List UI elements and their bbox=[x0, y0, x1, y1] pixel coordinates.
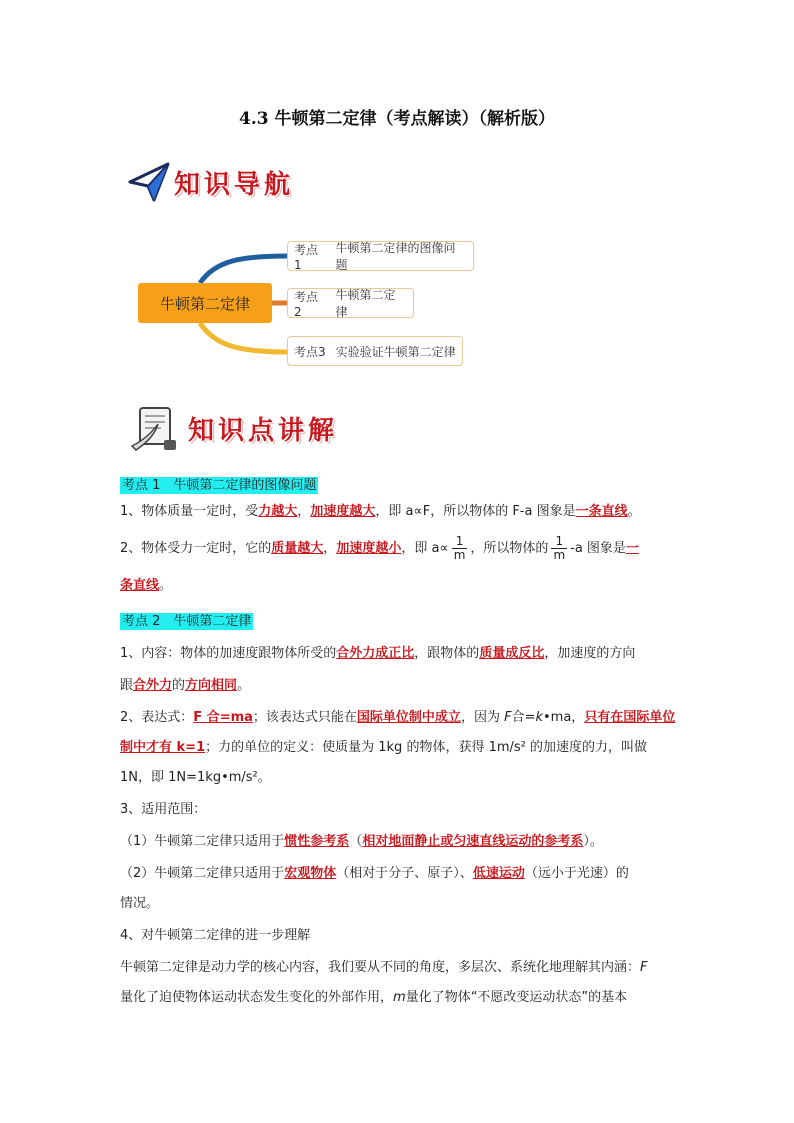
k1-paragraph-2-cont bbox=[120, 576, 172, 596]
text: F bbox=[504, 710, 512, 725]
text: 牛顿第二定律是动力学的核心内容，我们要从不同的角度，多层次、系统化地理解其内涵： bbox=[120, 960, 641, 975]
fraction-denominator: m bbox=[553, 548, 566, 562]
text: 3、适用范围： bbox=[120, 802, 207, 817]
key-term: 方向相同 bbox=[185, 678, 238, 693]
key-term: 质量成反比 bbox=[479, 646, 545, 661]
node-number: 考点1 bbox=[294, 242, 319, 272]
banner-title: 知识导航 bbox=[174, 170, 295, 200]
key-term: 相对地面静止或匀速直线运动的参考系 bbox=[362, 834, 584, 849]
text: 跟 bbox=[120, 678, 134, 693]
text: 。 bbox=[159, 578, 173, 593]
text: （1）牛顿第二定律只适用于 bbox=[120, 834, 285, 849]
node-number: 考点3 bbox=[294, 344, 326, 359]
key-term: 低速运动 bbox=[472, 866, 525, 881]
text: 量化了迫使物体运动状态发生变化的外部作用， bbox=[120, 990, 394, 1005]
fraction-numerator: 1 bbox=[551, 535, 567, 549]
mindmap-node-1 bbox=[287, 241, 474, 271]
text: ；该表达式只能在 bbox=[252, 710, 357, 725]
mindmap-node-3 bbox=[287, 336, 463, 366]
text: F bbox=[640, 960, 648, 975]
page-title: 4.3 牛顿第二定律（考点解读）（解析版） bbox=[239, 109, 555, 129]
key-term: 力越大 bbox=[258, 504, 298, 519]
text: 的 bbox=[172, 678, 186, 693]
key-term: 只有在国际单位 bbox=[584, 710, 676, 725]
text: ，跟物体的 bbox=[414, 646, 480, 661]
node-label: 牛顿第二定律 bbox=[335, 288, 396, 319]
k2-paragraph-4a bbox=[120, 958, 648, 978]
k2-paragraph-3b bbox=[120, 864, 629, 884]
text: 2、表达式： bbox=[120, 710, 194, 725]
section-heading-k2 bbox=[120, 612, 253, 632]
section-heading-k1 bbox=[120, 476, 318, 496]
text: 2、物体受力一定时，它的 bbox=[120, 541, 272, 556]
key-term: 一条直线 bbox=[575, 504, 628, 519]
scroll-quill-icon bbox=[128, 402, 180, 454]
text: 4、对牛顿第二定律的进一步理解 bbox=[120, 928, 311, 943]
text: •ma， bbox=[543, 710, 585, 725]
text: k bbox=[535, 710, 543, 725]
text: m bbox=[393, 990, 406, 1005]
text: ，所以物体的 bbox=[470, 541, 549, 556]
key-term: 加速度越小 bbox=[336, 541, 402, 556]
node-label: 牛顿第二定律的图像问题 bbox=[335, 241, 456, 272]
key-term: 质量越大 bbox=[271, 541, 324, 556]
knowledge-nav-banner bbox=[128, 160, 308, 204]
text: 量化了物体“不愿改变运动状态”的基本 bbox=[405, 990, 628, 1005]
key-term: 宏观物体 bbox=[284, 866, 337, 881]
text: 情况。 bbox=[120, 896, 160, 911]
text: 1、物体质量一定时，受 bbox=[120, 504, 259, 519]
k2-paragraph-2-cont bbox=[120, 738, 647, 758]
heading-highlight: 考点 2 牛顿第二定律 bbox=[122, 614, 252, 629]
text: ，即 a∝ bbox=[401, 541, 449, 556]
key-term: 一 bbox=[625, 541, 639, 556]
text: （ bbox=[349, 834, 363, 849]
branch-line-3 bbox=[200, 323, 287, 352]
text: ，加速度的方向 bbox=[544, 646, 636, 661]
text: 。 bbox=[627, 504, 641, 519]
fraction-1-over-m bbox=[452, 535, 468, 562]
k2-paragraph-2-cont2 bbox=[120, 768, 271, 788]
k2-paragraph-3c bbox=[120, 894, 159, 914]
text: （远小于光速）的 bbox=[524, 866, 629, 881]
paper-plane-icon bbox=[128, 162, 170, 202]
text: （相对于分子、原子）、 bbox=[336, 866, 473, 881]
k1-paragraph-1 bbox=[120, 502, 641, 522]
fraction-denominator: m bbox=[453, 548, 466, 562]
text: ）。 bbox=[583, 834, 603, 849]
node-number: 考点2 bbox=[294, 289, 319, 319]
mindmap-root: 牛顿第二定律 bbox=[138, 283, 272, 323]
text: 。 bbox=[237, 678, 251, 693]
k2-paragraph-4 bbox=[120, 926, 310, 946]
key-term: F 合=ma bbox=[193, 710, 253, 725]
node-label: 实验验证牛顿第二定律 bbox=[335, 344, 456, 359]
key-term: 加速度越大 bbox=[310, 504, 376, 519]
fraction-1-over-m bbox=[551, 535, 567, 562]
text: 1N，即 1N=1kg•m/s²。 bbox=[120, 770, 271, 785]
banner-title: 知识点讲解 bbox=[188, 416, 339, 446]
text: ，即 a∝F，所以物体的 F-a 图象是 bbox=[375, 504, 576, 519]
heading-highlight: 考点 1 牛顿第二定律的图像问题 bbox=[122, 478, 317, 493]
key-term: 合外力 bbox=[133, 678, 173, 693]
key-term: 惯性参考系 bbox=[284, 834, 350, 849]
branch-line-1 bbox=[200, 256, 287, 283]
key-term: 合外力成正比 bbox=[336, 646, 415, 661]
text: ， bbox=[297, 504, 311, 519]
text: ；力的单位的定义：使质量为 1kg 的物体，获得 1m/s² 的加速度的力，叫做 bbox=[205, 740, 648, 755]
key-term: 制中才有 k=1 bbox=[120, 740, 206, 755]
k2-paragraph-3 bbox=[120, 800, 206, 820]
text: 合= bbox=[511, 710, 536, 725]
text: 1、内容：物体的加速度跟物体所受的 bbox=[120, 646, 337, 661]
mindmap-node-2 bbox=[287, 288, 414, 318]
text: ， bbox=[323, 541, 337, 556]
text: -a 图象是 bbox=[570, 541, 626, 556]
key-term: 条直线 bbox=[120, 578, 160, 593]
text: ，因为 bbox=[460, 710, 505, 725]
key-term: 国际单位制中成立 bbox=[356, 710, 461, 725]
k2-paragraph-3a bbox=[120, 832, 603, 852]
k2-paragraph-4b bbox=[120, 988, 627, 1008]
k2-paragraph-1 bbox=[120, 644, 635, 664]
fraction-numerator: 1 bbox=[452, 535, 468, 549]
k2-paragraph-1-cont bbox=[120, 676, 250, 696]
knowledge-points-banner bbox=[128, 400, 358, 456]
text: （2）牛顿第二定律只适用于 bbox=[120, 866, 285, 881]
k1-paragraph-2 bbox=[120, 532, 639, 566]
k2-paragraph-2 bbox=[120, 708, 675, 728]
